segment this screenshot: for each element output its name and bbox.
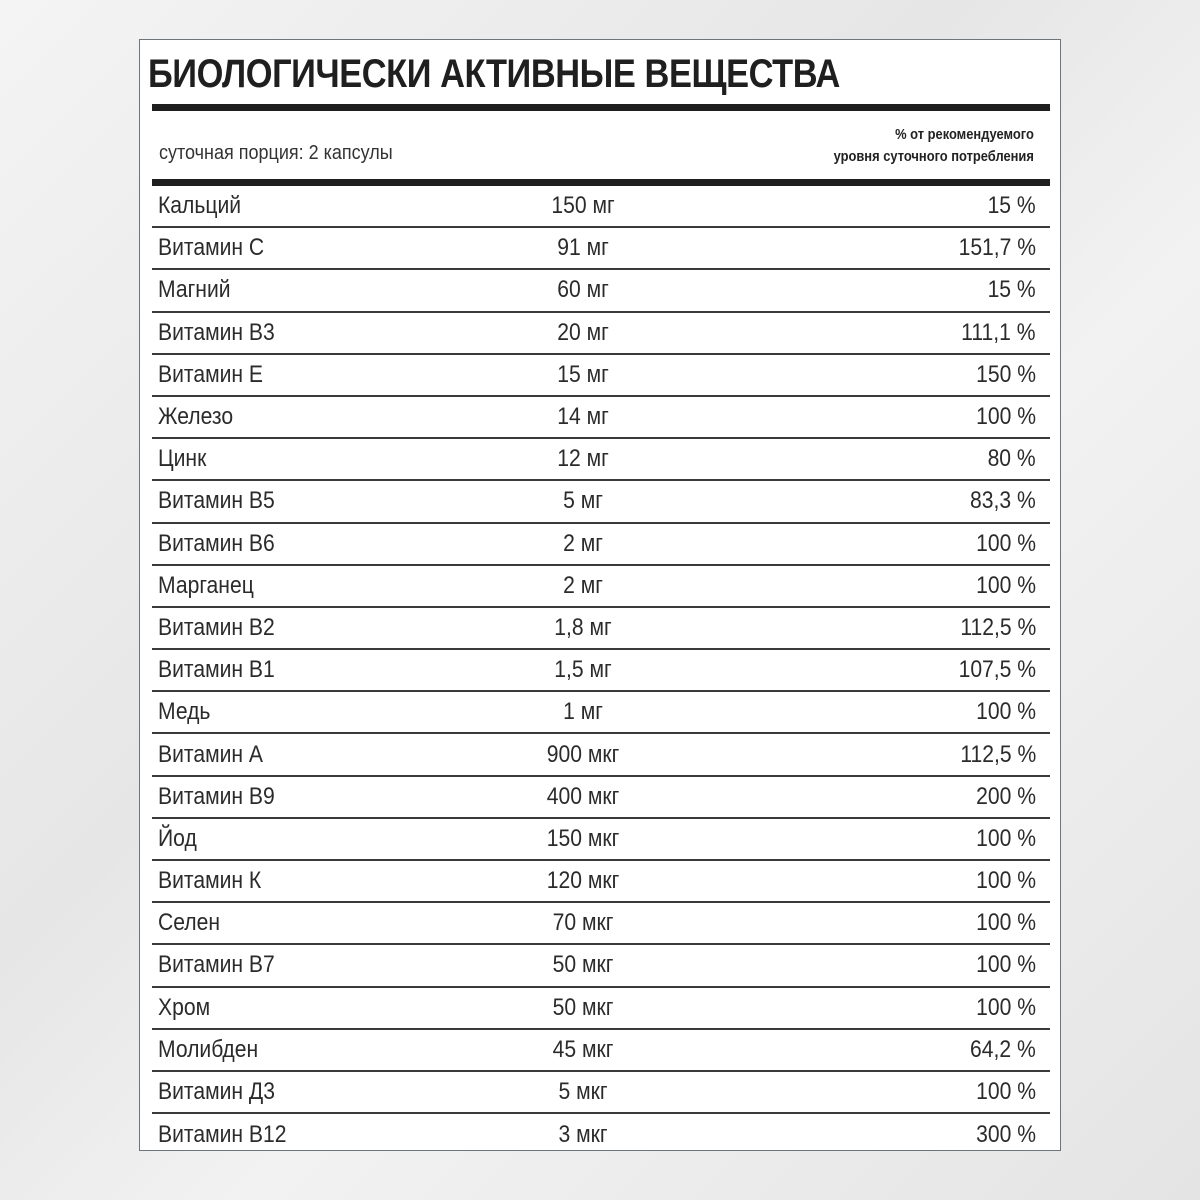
- nutrient-amount-text: 900 мкг: [546, 740, 620, 768]
- table-row: [152, 1072, 1050, 1114]
- nutrient-percent: 111,1 %: [961, 318, 1036, 346]
- nutrient-name: Витамин В6: [158, 529, 275, 557]
- nutrient-amount-text: 14 мг: [557, 403, 609, 431]
- nutrient-percent: 100 %: [976, 951, 1036, 979]
- table-row: [152, 270, 1050, 312]
- nutrient-name: Селен: [158, 909, 221, 937]
- nutrient-name: Медь: [158, 698, 211, 726]
- nutrient-amount-text: 3 мкг: [558, 1121, 608, 1149]
- nutrient-name: Марганец: [158, 571, 254, 599]
- nutrient-amount-text: 150 мкг: [546, 824, 620, 852]
- nutrient-amount-text: 91 мг: [557, 234, 609, 262]
- table-row: [152, 608, 1050, 650]
- title-divider: [152, 104, 1050, 111]
- nutrient-amount-text: 2 мг: [563, 571, 603, 599]
- table-row: [152, 988, 1050, 1030]
- percent-header-line2: уровня суточного потребления: [833, 148, 1034, 165]
- nutrient-percent: 107,5 %: [958, 656, 1036, 684]
- nutrient-amount-text: 150 мг: [551, 192, 615, 220]
- table-row: [152, 481, 1050, 523]
- nutrient-amount-text: 12 мг: [557, 445, 609, 473]
- nutrient-table: [152, 186, 1050, 1156]
- table-row: [152, 819, 1050, 861]
- nutrient-percent: 100 %: [976, 698, 1036, 726]
- table-row: [152, 945, 1050, 987]
- nutrient-percent: 100 %: [976, 824, 1036, 852]
- nutrient-name: Витамин Е: [158, 360, 264, 388]
- nutrient-amount-text: 120 мкг: [546, 867, 620, 895]
- nutrient-amount-text: 5 мкг: [558, 1078, 608, 1106]
- nutrient-name: Витамин В3: [158, 318, 275, 346]
- nutrient-amount-text: 1,5 мг: [554, 656, 612, 684]
- nutrient-percent: 100 %: [976, 529, 1036, 557]
- nutrient-name: Йод: [158, 824, 197, 852]
- table-row: [152, 1030, 1050, 1072]
- table-row: [152, 903, 1050, 945]
- table-row: [152, 524, 1050, 566]
- nutrient-amount-text: 50 мкг: [552, 951, 614, 979]
- nutrient-name: Витамин В7: [158, 951, 275, 979]
- nutrient-name: Витамин К: [158, 867, 262, 895]
- nutrient-name: Железо: [158, 403, 234, 431]
- nutrient-amount-text: 1 мг: [563, 698, 603, 726]
- nutrient-name: Витамин В12: [158, 1121, 287, 1149]
- nutrient-name: Витамин В5: [158, 487, 275, 515]
- nutrient-percent: 151,7 %: [958, 234, 1036, 262]
- table-row: [152, 777, 1050, 819]
- nutrient-percent: 64,2 %: [970, 1035, 1036, 1063]
- nutrient-amount-text: 45 мкг: [552, 1035, 614, 1063]
- header-divider: [152, 179, 1050, 186]
- nutrient-percent: 100 %: [976, 1078, 1036, 1106]
- table-row: [152, 566, 1050, 608]
- nutrient-name: Хром: [158, 993, 211, 1021]
- nutrient-amount-text: 50 мкг: [552, 993, 614, 1021]
- table-row: [152, 397, 1050, 439]
- table-row: [152, 186, 1050, 228]
- nutrient-amount-text: 15 мг: [557, 360, 609, 388]
- nutrient-percent: 100 %: [976, 993, 1036, 1021]
- nutrient-percent: 15 %: [987, 192, 1036, 220]
- table-row: [152, 692, 1050, 734]
- nutrition-panel: [139, 39, 1061, 1151]
- nutrient-percent: 80 %: [987, 445, 1036, 473]
- table-row: [152, 650, 1050, 692]
- nutrient-percent: 112,5 %: [960, 613, 1036, 641]
- nutrient-name: Молибден: [158, 1035, 259, 1063]
- table-row: [152, 228, 1050, 270]
- percent-header: [834, 124, 1034, 168]
- table-row: [152, 355, 1050, 397]
- nutrient-percent: 83,3 %: [970, 487, 1036, 515]
- nutrient-percent: 100 %: [976, 571, 1036, 599]
- nutrient-percent: 100 %: [976, 909, 1036, 937]
- nutrient-amount-text: 1,8 мг: [554, 613, 612, 641]
- nutrient-name: Витамин Д3: [158, 1078, 275, 1106]
- nutrient-amount-text: 2 мг: [563, 529, 603, 557]
- nutrient-percent: 112,5 %: [960, 740, 1036, 768]
- serving-size: суточная порция: 2 капсулы: [159, 142, 393, 164]
- nutrient-amount-text: 400 мкг: [546, 782, 620, 810]
- table-row: [152, 734, 1050, 776]
- nutrient-name: Витамин А: [158, 740, 264, 768]
- nutrient-name: Кальций: [158, 192, 242, 220]
- nutrient-name: Витамин В2: [158, 613, 275, 641]
- nutrient-name: Витамин С: [158, 234, 265, 262]
- nutrient-amount-text: 20 мг: [557, 318, 609, 346]
- nutrient-name: Витамин В1: [158, 656, 275, 684]
- table-row: [152, 439, 1050, 481]
- table-row: [152, 1114, 1050, 1156]
- nutrient-amount-text: 60 мг: [557, 276, 609, 304]
- nutrient-name: Витамин В9: [158, 782, 275, 810]
- nutrient-name: Цинк: [158, 445, 207, 473]
- nutrient-amount-text: 5 мг: [563, 487, 603, 515]
- nutrient-percent: 100 %: [976, 867, 1036, 895]
- nutrient-amount-text: 70 мкг: [552, 909, 614, 937]
- nutrient-percent: 200 %: [976, 782, 1036, 810]
- nutrient-percent: 100 %: [976, 403, 1036, 431]
- panel-title: БИОЛОГИЧЕСКИ АКТИВНЫЕ ВЕЩЕСТВА: [148, 52, 840, 96]
- nutrient-name: Магний: [158, 276, 231, 304]
- table-row: [152, 861, 1050, 903]
- nutrient-percent: 150 %: [976, 360, 1036, 388]
- nutrient-percent: 15 %: [987, 276, 1036, 304]
- table-row: [152, 313, 1050, 355]
- percent-header-line1: % от рекомендуемого: [895, 126, 1034, 143]
- nutrient-percent: 300 %: [976, 1121, 1036, 1149]
